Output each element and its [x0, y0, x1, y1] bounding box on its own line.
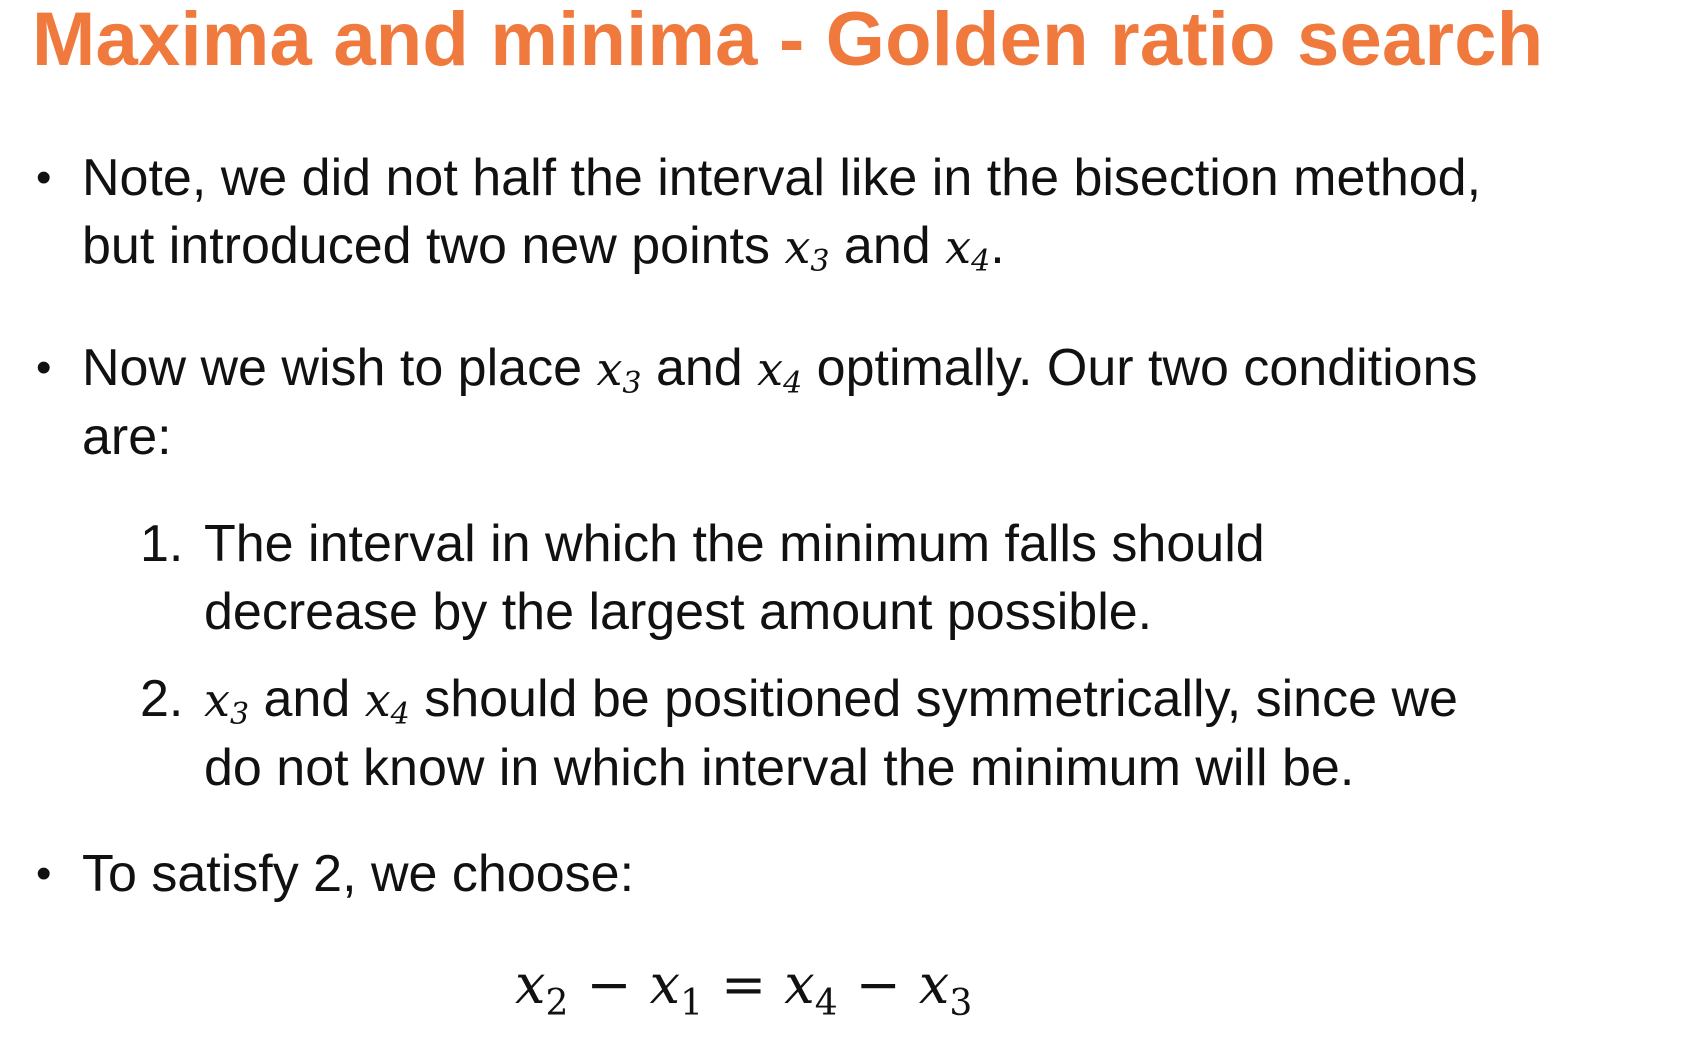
condition-2	[140, 665, 1660, 805]
condition-1-text	[204, 510, 1265, 646]
condition-2-line-1	[204, 665, 1458, 734]
math-x4	[757, 342, 803, 401]
bullet-1-line-2-text: but introduced two new points	[82, 217, 785, 275]
bullet-marker: •	[36, 153, 52, 202]
condition-number: 1.	[140, 515, 184, 573]
math-var: x	[945, 220, 972, 274]
bullet-3-text: To satisfy 2, we choose:	[82, 845, 635, 903]
conjunction: and	[641, 339, 758, 397]
eq-sub: 3	[949, 983, 973, 1024]
eq-sub: 2	[545, 983, 569, 1024]
eq-sub: 1	[680, 983, 703, 1024]
math-var: x	[364, 673, 391, 727]
conjunction: and	[249, 670, 365, 728]
eq-minus: −	[586, 953, 632, 1016]
eq-term: x	[649, 953, 681, 1016]
math-var: x	[784, 220, 811, 274]
eq-term: x	[515, 953, 546, 1016]
period: .	[990, 217, 1005, 275]
bullet-2-text	[82, 334, 1478, 471]
condition-1-line-2: decrease by the largest amount possible.	[204, 583, 1153, 641]
math-x3	[204, 673, 250, 732]
math-var: x	[596, 342, 623, 396]
math-x4	[364, 673, 410, 732]
condition-1	[140, 510, 1660, 650]
condition-2-line-2: do not know in which interval the minimum will be.	[204, 739, 1355, 797]
math-sub: 3	[229, 697, 250, 732]
eq-minus: −	[855, 953, 901, 1016]
bullet-1-line-2	[82, 212, 1481, 281]
condition-number: 2.	[140, 670, 184, 728]
bullet-1-text	[82, 144, 1481, 281]
math-sub: 4	[971, 244, 991, 279]
bullet-2-line-1-text: Now we wish to place	[82, 339, 597, 397]
bullet-3	[36, 840, 1676, 910]
math-sub: 3	[622, 366, 642, 401]
eq-term: x	[918, 953, 950, 1016]
bullet-2-line-2: are:	[82, 408, 172, 466]
math-x3	[596, 342, 642, 401]
bullet-2-line-1	[82, 334, 1478, 403]
math-sub: 4	[783, 366, 803, 401]
conjunction: and	[829, 217, 946, 275]
eq-equals: =	[721, 953, 767, 1016]
bullet-1-line-1: Note, we did not half the interval like in the bisection method,	[82, 149, 1482, 207]
math-var: x	[204, 673, 230, 727]
eq-term: x	[784, 953, 815, 1016]
condition-2-text	[204, 665, 1458, 802]
condition-2-line-1-tail: should be positioned symmetrically, since we	[409, 670, 1458, 728]
equation	[515, 953, 973, 1024]
bullet-2-line-1-tail: optimally. Our two conditions	[802, 339, 1478, 397]
bullet-2	[36, 334, 1676, 474]
math-x4	[945, 220, 991, 279]
math-sub: 3	[810, 244, 830, 279]
bullet-marker: •	[36, 849, 52, 898]
math-x3	[784, 220, 830, 279]
condition-1-line-1: The interval in which the minimum falls should	[204, 515, 1265, 573]
slide-title: Maxima and minima - Golden ratio search	[32, 0, 1544, 82]
math-var: x	[757, 342, 784, 396]
eq-sub: 4	[814, 983, 838, 1024]
math-sub: 4	[390, 697, 410, 732]
bullet-1	[36, 144, 1676, 284]
bullet-marker: •	[36, 343, 52, 392]
